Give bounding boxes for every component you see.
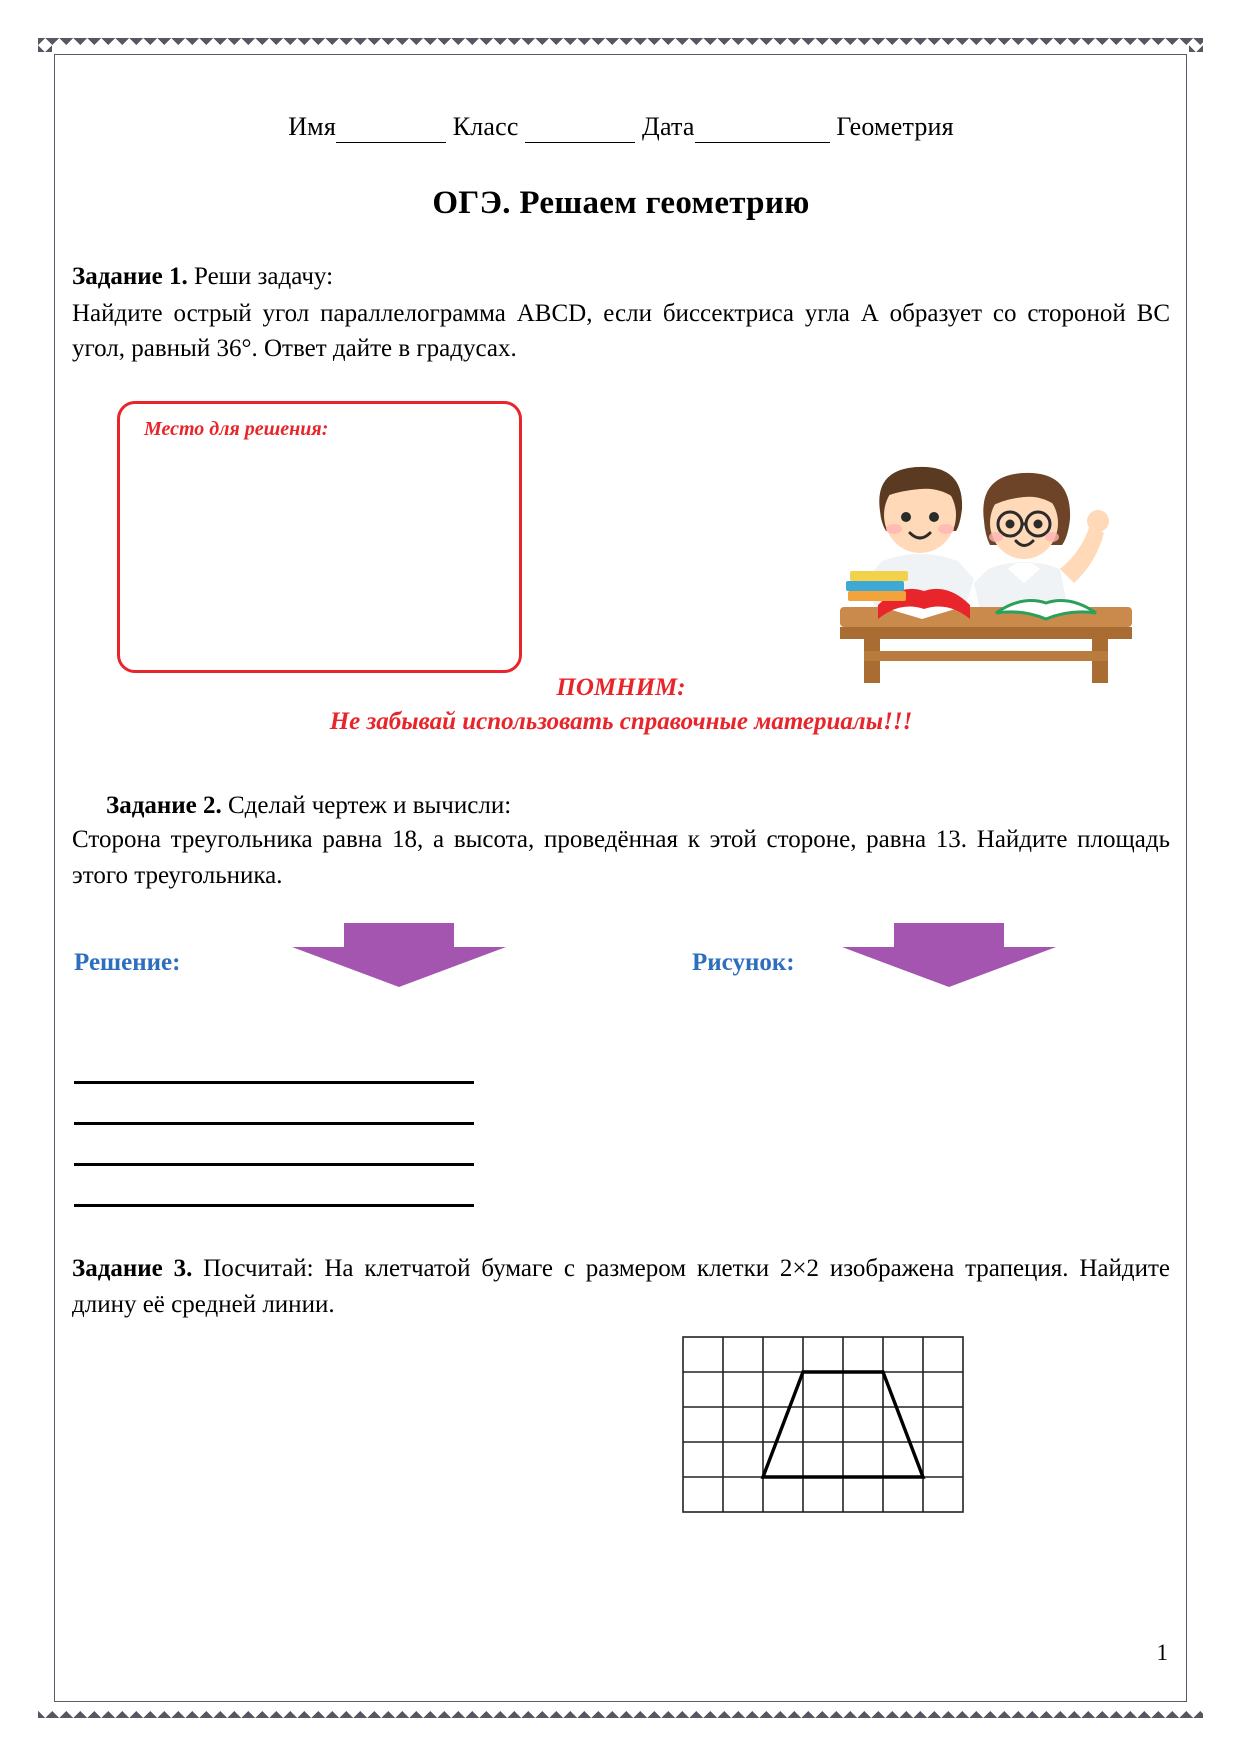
task-1-solution-row [72,393,1170,693]
task-3-number: Задание 3. [72,1255,193,1283]
answer-line[interactable] [74,1043,474,1084]
subject-label: Геометрия [836,112,954,141]
page-number: 1 [1156,1640,1168,1665]
answer-line[interactable] [74,1125,474,1166]
solution-box[interactable] [117,401,522,673]
task-1-instruction: Реши задачу: [194,263,334,290]
header-fields-line [72,112,1170,143]
drawing-label: Рисунок: [692,949,795,977]
answer-lines[interactable] [74,1043,1170,1207]
task-1-number: Задание 1. [72,263,188,290]
task-2-text: Сторона треугольника равна 18, а высота, проведённая к этой стороне, равна 13. Найдите площадь этого треугольника. [72,826,1170,889]
task-2-number: Задание 2. [106,792,222,820]
border-zigzag-left [38,38,52,1718]
border-zigzag-top [38,38,1203,52]
task-2 [72,792,1170,1207]
task-3-heading [72,1251,1170,1322]
remember-text: Не забывай использовать справочные материалы!!! [329,707,913,735]
solution-box-label: Место для решения: [144,417,329,440]
date-label: Дата [642,112,695,141]
task-1 [72,260,1170,738]
task-1-heading [72,260,1170,294]
task-1-text: Найдите острый угол параллелограмма ABCD, если биссектриса угла А образует со стороной ВС угол, равный 36°. Ответ дайте в градусах. [72,299,1170,363]
task-2-heading [72,792,1170,820]
task-3-text: На клетчатой бумаге с размером клетки 2×2 изображена трапеция. Найдите длину её средней линии. [72,1255,1171,1318]
task-3-instruction: Посчитай: [203,1255,314,1283]
task-2-labels-row [72,919,1170,991]
class-label: Класс [452,112,519,141]
trapezoid-on-grid-icon [682,1336,1004,1536]
task-2-instruction: Сделай чертеж и вычисли: [228,792,512,820]
border-zigzag-bottom [38,1704,1203,1718]
answer-line[interactable] [74,1166,474,1207]
border-zigzag-right [1189,38,1203,1718]
remember-title: ПОМНИМ: [556,673,686,701]
task-3 [72,1251,1170,1536]
name-label: Имя [288,112,336,141]
two-students-reading-icon [820,393,1150,683]
answer-line[interactable] [74,1084,474,1125]
page-title: ОГЭ. Решаем геометрию [432,185,810,221]
down-arrow-icon [284,919,514,996]
document-content [72,90,1170,1670]
solution-label: Решение: [74,949,181,977]
down-arrow-icon-2 [834,919,1064,996]
